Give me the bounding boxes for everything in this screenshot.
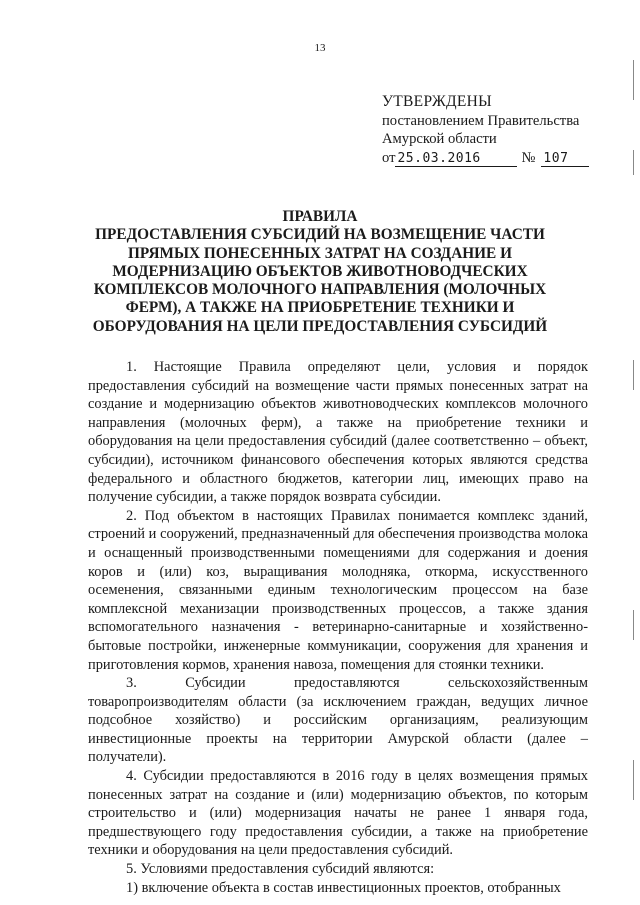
approval-heading: УТВЕРЖДЕНЫ (382, 93, 492, 110)
title-line: ФЕРМ), А ТАКЖЕ НА ПРИОБРЕТЕНИЕ ТЕХНИКИ И (125, 299, 515, 317)
title-line: ПРАВИЛА (282, 208, 358, 225)
scan-margin-marks (620, 0, 640, 905)
document-body (88, 358, 588, 897)
scan-mark (633, 150, 634, 175)
title-line: ОБОРУДОВАНИЯ НА ЦЕЛИ ПРЕДОСТАВЛЕНИЯ СУБСИДИЙ (92, 317, 548, 335)
approval-date-line (382, 149, 622, 168)
paragraph-2: 2. Под объектом в настоящих Правилах понимается комплекс зданий, строений и сооружений, предназначенный для обеспечения производства молока и оснащенный производственными помещениями для содержания и доения коров и (или) коз, выращивания молодняка, откорма, искусственного осеменения, связанными единым технологическим процессом на базе комплексной механизации производственных процессов, а также здания вспомогательного назначения - ветеринарно-санитарные и хозяйственно-бытовые постройки, инженерные коммуникации, сооружения для хранения и приготовления кормов, хранения навоза, помещения для стоянки техники. (88, 507, 588, 673)
scan-mark (633, 60, 634, 100)
scan-mark (633, 760, 634, 800)
title-line: МОДЕРНИЗАЦИЮ ОБЪЕКТОВ ЖИВОТНОВОДЧЕСКИХ (112, 262, 528, 280)
title-line: КОМПЛЕКСОВ МОЛОЧНОГО НАПРАВЛЕНИЯ (МОЛОЧНЫХ (93, 281, 547, 299)
paragraph-4: 4. Субсидии предоставляются в 2016 году в целях возмещения прямых понесенных затрат на создание и (или) модернизацию объектов, по которым строительство и (или) модернизация начаты не ранее 1 января года, предшествующего году предоставления субсидии, а также на приобретение техники и оборудования на цели предоставления субсидий. (88, 768, 588, 859)
title-line: ПРЯМЫХ ПОНЕСЕННЫХ ЗАТРАТ НА СОЗДАНИЕ И (128, 244, 512, 262)
number-value: 107 (541, 151, 589, 167)
page-number: 13 (314, 42, 326, 54)
paragraph-1: 1. Настоящие Правила определяют цели, условия и порядок предоставления субсидий на возмещение части прямых понесенных затрат на создание и модернизацию объектов животноводческих комплексов молочного направления (молочных ферм), а также на приобретение техники и оборудования на цели предоставления субсидий (далее соответственно – объект, субсидии), источником финансового обеспечения которых являются средства федерального и областного бюджетов, категории лиц, имеющих право на получение субсидии, а также порядок возврата субсидии. (88, 359, 588, 506)
paragraph-6: 1) включение объекта в состав инвестиционных проектов, отобранных (126, 879, 561, 896)
title-line: ПРЕДОСТАВЛЕНИЯ СУБСИДИЙ НА ВОЗМЕЩЕНИЕ ЧАСТИ (95, 226, 545, 244)
approval-line-1: постановлением Правительства (382, 112, 580, 129)
number-sign: № (521, 149, 536, 166)
scan-mark (633, 610, 634, 640)
approval-line-2: Амурской области (382, 131, 497, 147)
scan-mark (633, 360, 634, 390)
date-prefix: от (382, 149, 396, 166)
date-value: 25.03.2016 (395, 151, 517, 167)
approval-block (382, 93, 622, 167)
document-title (90, 208, 550, 336)
paragraph-3: 3. Субсидии предоставляются сельскохозяйственным товаропроизводителям области (за исключением граждан, ведущих личное подсобное хозяйство) и российским организациям, реализующим инвестиционные проекты на территории Амурской области (далее – получатели). (88, 675, 588, 766)
paragraph-5: 5. Условиями предоставления субсидий являются: (126, 861, 435, 878)
